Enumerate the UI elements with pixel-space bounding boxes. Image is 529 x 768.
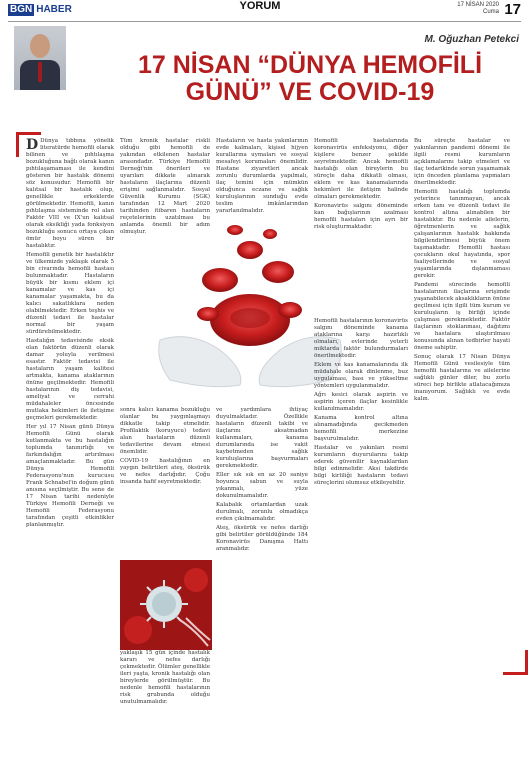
paragraph: Bu süreçte hastalar ve yakınlarının pandemi dönemi ile ilgili resmi kurumların açıklamalarını takip etmeleri ve ilaç tedarikinde sorun yaşamamak için önceden planlama yapmaları önerilmektedir. <box>414 138 510 186</box>
header-divider <box>8 21 521 22</box>
paragraph: COVID-19 hastalığının en yaygın belirtileri ateş, öksürük ve nefes darlığıdır. Çoğu insanda hafif seyretmektedir. <box>120 458 210 485</box>
blood-cell <box>237 241 263 259</box>
paragraph: ve yardımlara ihtiyaç duyulmaktadır. Özellikle hastaların düzenli takibi ve ilaçlarını aksatmadan kullanmaları, kanama durumlarında ise vakit kaybetmeden sağlık kuruluşlarına başvurmaları gerekmektedir. <box>216 407 308 469</box>
blood-cell <box>263 229 277 239</box>
paragraph: Sonuç olarak 17 Nisan Dünya Hemofili Günü vesilesiyle tüm hemofili hastalarına ve ailelerine sağlıklı günler diler, bu zorlu süreci hep birlikte atlatacağımıza inanıyorum. Sağlıklı ve evde kalın. <box>414 354 510 402</box>
left-hand-shape <box>159 337 241 387</box>
coronavirus-blood-illustration <box>120 560 212 650</box>
paragraph: Ateş, öksürük ve nefes darlığı gibi belirtiler görüldüğünde 184 Koronavirüs Danışma Hattı aranmalıdır. <box>216 525 308 552</box>
logo-mark: BGN <box>10 4 33 15</box>
paragraph: sonra kalıcı kanama bozukluğu olanlar bu yaygınlaşmayı dikkatle takip etmelidir. Profilaktik (koruyucu) tedavi alan hastaların düzenli tedavilerine devam etmesi önemlidir. <box>120 407 210 455</box>
paragraph: Hemofili genetik bir hastalıktır ve ülkemizde yaklaşık olarak 5 bin civarında hemofili hastası bulunmaktadır. Hastaların büyük bir kısmı eklem içi kanamalar ve kas içi kanamalar yaşamakta, bu da kalıcı sakatlıklara neden olabilmektedir. Erken teşhis ve düzenli tedavi ile hastalar normal bir yaşam sürdürebilmektedir. <box>26 252 114 335</box>
paragraph: Kanama kontrol altına alınamadığında gecikmeden hemofili merkezine başvurulmalıdır. <box>314 415 408 442</box>
paragraph: Koronavirüs salgını döneminde kan bağışlarının azalması hemofili hastaları için ayrı bir risk oluşturmaktadır. <box>314 203 408 230</box>
blood-cell <box>262 261 294 283</box>
paragraph: Pandemi sürecinde hemofili hastalarının ilaçlarına erişimde yaşanabilecek aksaklıkların önüne geçilmesi için ilgili tüm kurum ve kuruluşların iş birliği içinde çalışması gerekmektedir. Faktör ilaçlarının stoklanması, dağıtımı ve hastalara ulaştırılması konusunda alınan tedbirler hayati öneme sahiptir. <box>414 282 510 351</box>
page-number: 17 <box>504 1 521 18</box>
author-photo-tie <box>38 62 42 82</box>
author-photo-face <box>30 34 50 58</box>
headline-line-2: GÜNÜ” VE COVID-19 <box>185 78 435 106</box>
paragraph: Hemofili hastalarında koronavirüs enfeksiyonu, diğer kişilere benzer şekilde seyretmektedir. Ancak hemofili hastalığı olan bireylerin bu süreçte daha dikkatli olması, eklem ve kas kanamalarında hekimleri ile iletişim halinde olmaları gerekmektedir. <box>314 138 408 200</box>
author-photo <box>14 26 66 90</box>
paragraph <box>26 138 114 250</box>
paragraph: yaklaşık 15 gün içinde hastalık kararı ve nefes darlığı çekmektedir. Ölümler genellikle ileri yaşta, kronik hastalığı olan bireylerde görülmüştür. Bu nedenle hemofili hastalarının risk grubunda olduğu unutulmamalıdır. <box>120 650 210 705</box>
paragraph: Hemofili hastalarının koronavirüs salgını döneminde kanama ataklarına karşı hazırlıklı olmaları, evlerinde yeterli miktarda faktör bulundurmaları önerilmektedir. <box>314 318 408 359</box>
article-column-1 <box>26 138 114 750</box>
paragraph: Kalabalık ortamlardan uzak durulmalı, zorunlu olmadıkça evden çıkılmamalıdır. <box>216 502 308 522</box>
blood-cell <box>202 268 238 292</box>
paragraph: Hastalar ve yakınları resmi kurumların duyurularını takip ederek güvenilir kaynaklardan bilgi edinmelidir. Aksi takdirde bilgi kirliliği hastaların tedavi süreçlerini olumsuz etkileyebilir. <box>314 445 408 486</box>
paragraph: Hastalığın tedavisinde eksik olan faktörün düzenli olarak damar yoluyla verilmesi esastır. Faktör tedavisi ile hastaların yaşam kalitesi artmakta, kanama ataklarının önüne geçilmektedir. Hemofili hastalarının diş tedavisi, ameliyat ve cerrahi müdahaleler öncesinde mutlaka hekimleri ile iletişime geçmeleri gerekmektedir. <box>26 338 114 421</box>
paragraph: Ağrı kesici olarak aspirin ve aspirin içeren ilaçlar kesinlikle kullanılmamalıdır. <box>314 392 408 412</box>
issue-day: Cuma <box>482 9 499 15</box>
paragraph: Hastaların ve hasta yakınlarının evde kalmaları, kişisel hijyen kurallarına uymaları ve sosyal mesafeyi korumaları önemlidir. Hastane ziyaretleri ancak zorunlu durumlarda yapılmalı, ilaç temini için mümkün olduğunca eczane ve sağlık kuruluşlarının sunduğu evde teslim imkânlarından yararlanılmalıdır. <box>216 138 308 214</box>
page-header <box>0 0 529 22</box>
article-column-4-bottom <box>314 318 408 738</box>
paragraph: Tüm kronik hastalar riskli olduğu gibi hemofili de yakından etkilenen hastalar arasındadır. Türkiye Hemofili Derneği'nin önerileri ve uyarıları dikkate alınarak hastaların ilaçlarına düzenli erişimi sağlanmalıdır. Sosyal Güvenlik Kurumu (SGK) tarafından 12 Mart 2020 tarihinden itibaren hastaların reçetelerinin uzatılması bu anlamda önemli bir adım olmuştur. <box>120 138 210 235</box>
blood-cell <box>227 225 243 235</box>
blood-cell <box>230 308 270 328</box>
paragraph: Eklem ve kas kanamalarında ilk müdahale olarak dinlenme, buz uygulaması, bası ve yükseltme yöntemleri uygulanmalıdır. <box>314 362 408 389</box>
virus-core <box>152 592 176 616</box>
blood-cell <box>278 302 302 318</box>
article-column-3-bottom <box>216 407 308 737</box>
paragraph: Hemofili hastalığı toplumda yeterince tanınmayan, ancak erken tanı ve düzenli tedavi ile kontrol altına alınabilen bir hastalıktır. Bu nedenle ailelerin, öğretmenlerin ve sağlık çalışanlarının hastalık hakkında bilgilendirilmesi büyük önem taşımaktadır. Hemofili hastası çocukların okul hayatında, spor faaliyetlerinde ve sosyal yaşamlarında dışlanmaması gerekir. <box>414 189 510 279</box>
author-name: M. Oğuzhan Petekci <box>424 34 519 45</box>
blood-cell <box>197 307 219 321</box>
article-column-2-middle <box>120 407 210 557</box>
article-column-2-bottom <box>120 650 210 742</box>
headline-line-1: 17 NİSAN “DÜNYA HEMOFİLİ <box>137 51 483 79</box>
section-title: YORUM <box>239 0 281 12</box>
blood-cell <box>184 568 208 592</box>
paragraph: Her yıl 17 Nisan günü Dünya Hemofili Günü olarak kutlanmakta ve bu hastalığın toplumda tanınırlığı ve farkındalığın artırılması amaçlanmaktadır. Bu gün Dünya Hemofili Federasyonu'nun kurucusu Frank Schnabel'in doğum günü anısına seçilmiştir. Bu sene de 17 Nisan tarihi nedeniyle Türkiye Hemofili Derneği ve Hemofili Federasyonu tarafından çeşitli etkinlikler planlanmıştır. <box>26 424 114 528</box>
drop-cap: D <box>26 138 39 153</box>
paragraph-text: Dünya tıbbına yönelik literatürde hemofili olarak bilinen ve pıhtılaşma bozukluğuna bağlı olarak kanın pıhtılaşamaması ile kendini gösteren bir hastalık dönemi söz konusudur. Hemofili bir kalıtsal bir hastalık olup, genellikle erkeklerde görülmektedir. Hemofili, kanın pıhtılaşma sisteminde rol alan Faktör VIII ve IX'un kalıtsal olarak eksikliği yada fonksiyon bozukluğu sonucu ortaya çıkan ömür boyu süren bir hastalıktır. <box>26 138 114 249</box>
date-box <box>457 2 499 16</box>
article-column-5 <box>414 138 510 750</box>
logo-wordmark: HABER <box>36 4 72 15</box>
issue-date: 17 NİSAN 2020 <box>457 2 499 8</box>
article-headline <box>100 52 520 106</box>
newspaper-logo <box>8 4 72 16</box>
paragraph: Eller sık sık en az 20 saniye boyunca sabun ve suyla yıkanmalı, yüze dokunulmamalıdır. <box>216 472 308 499</box>
